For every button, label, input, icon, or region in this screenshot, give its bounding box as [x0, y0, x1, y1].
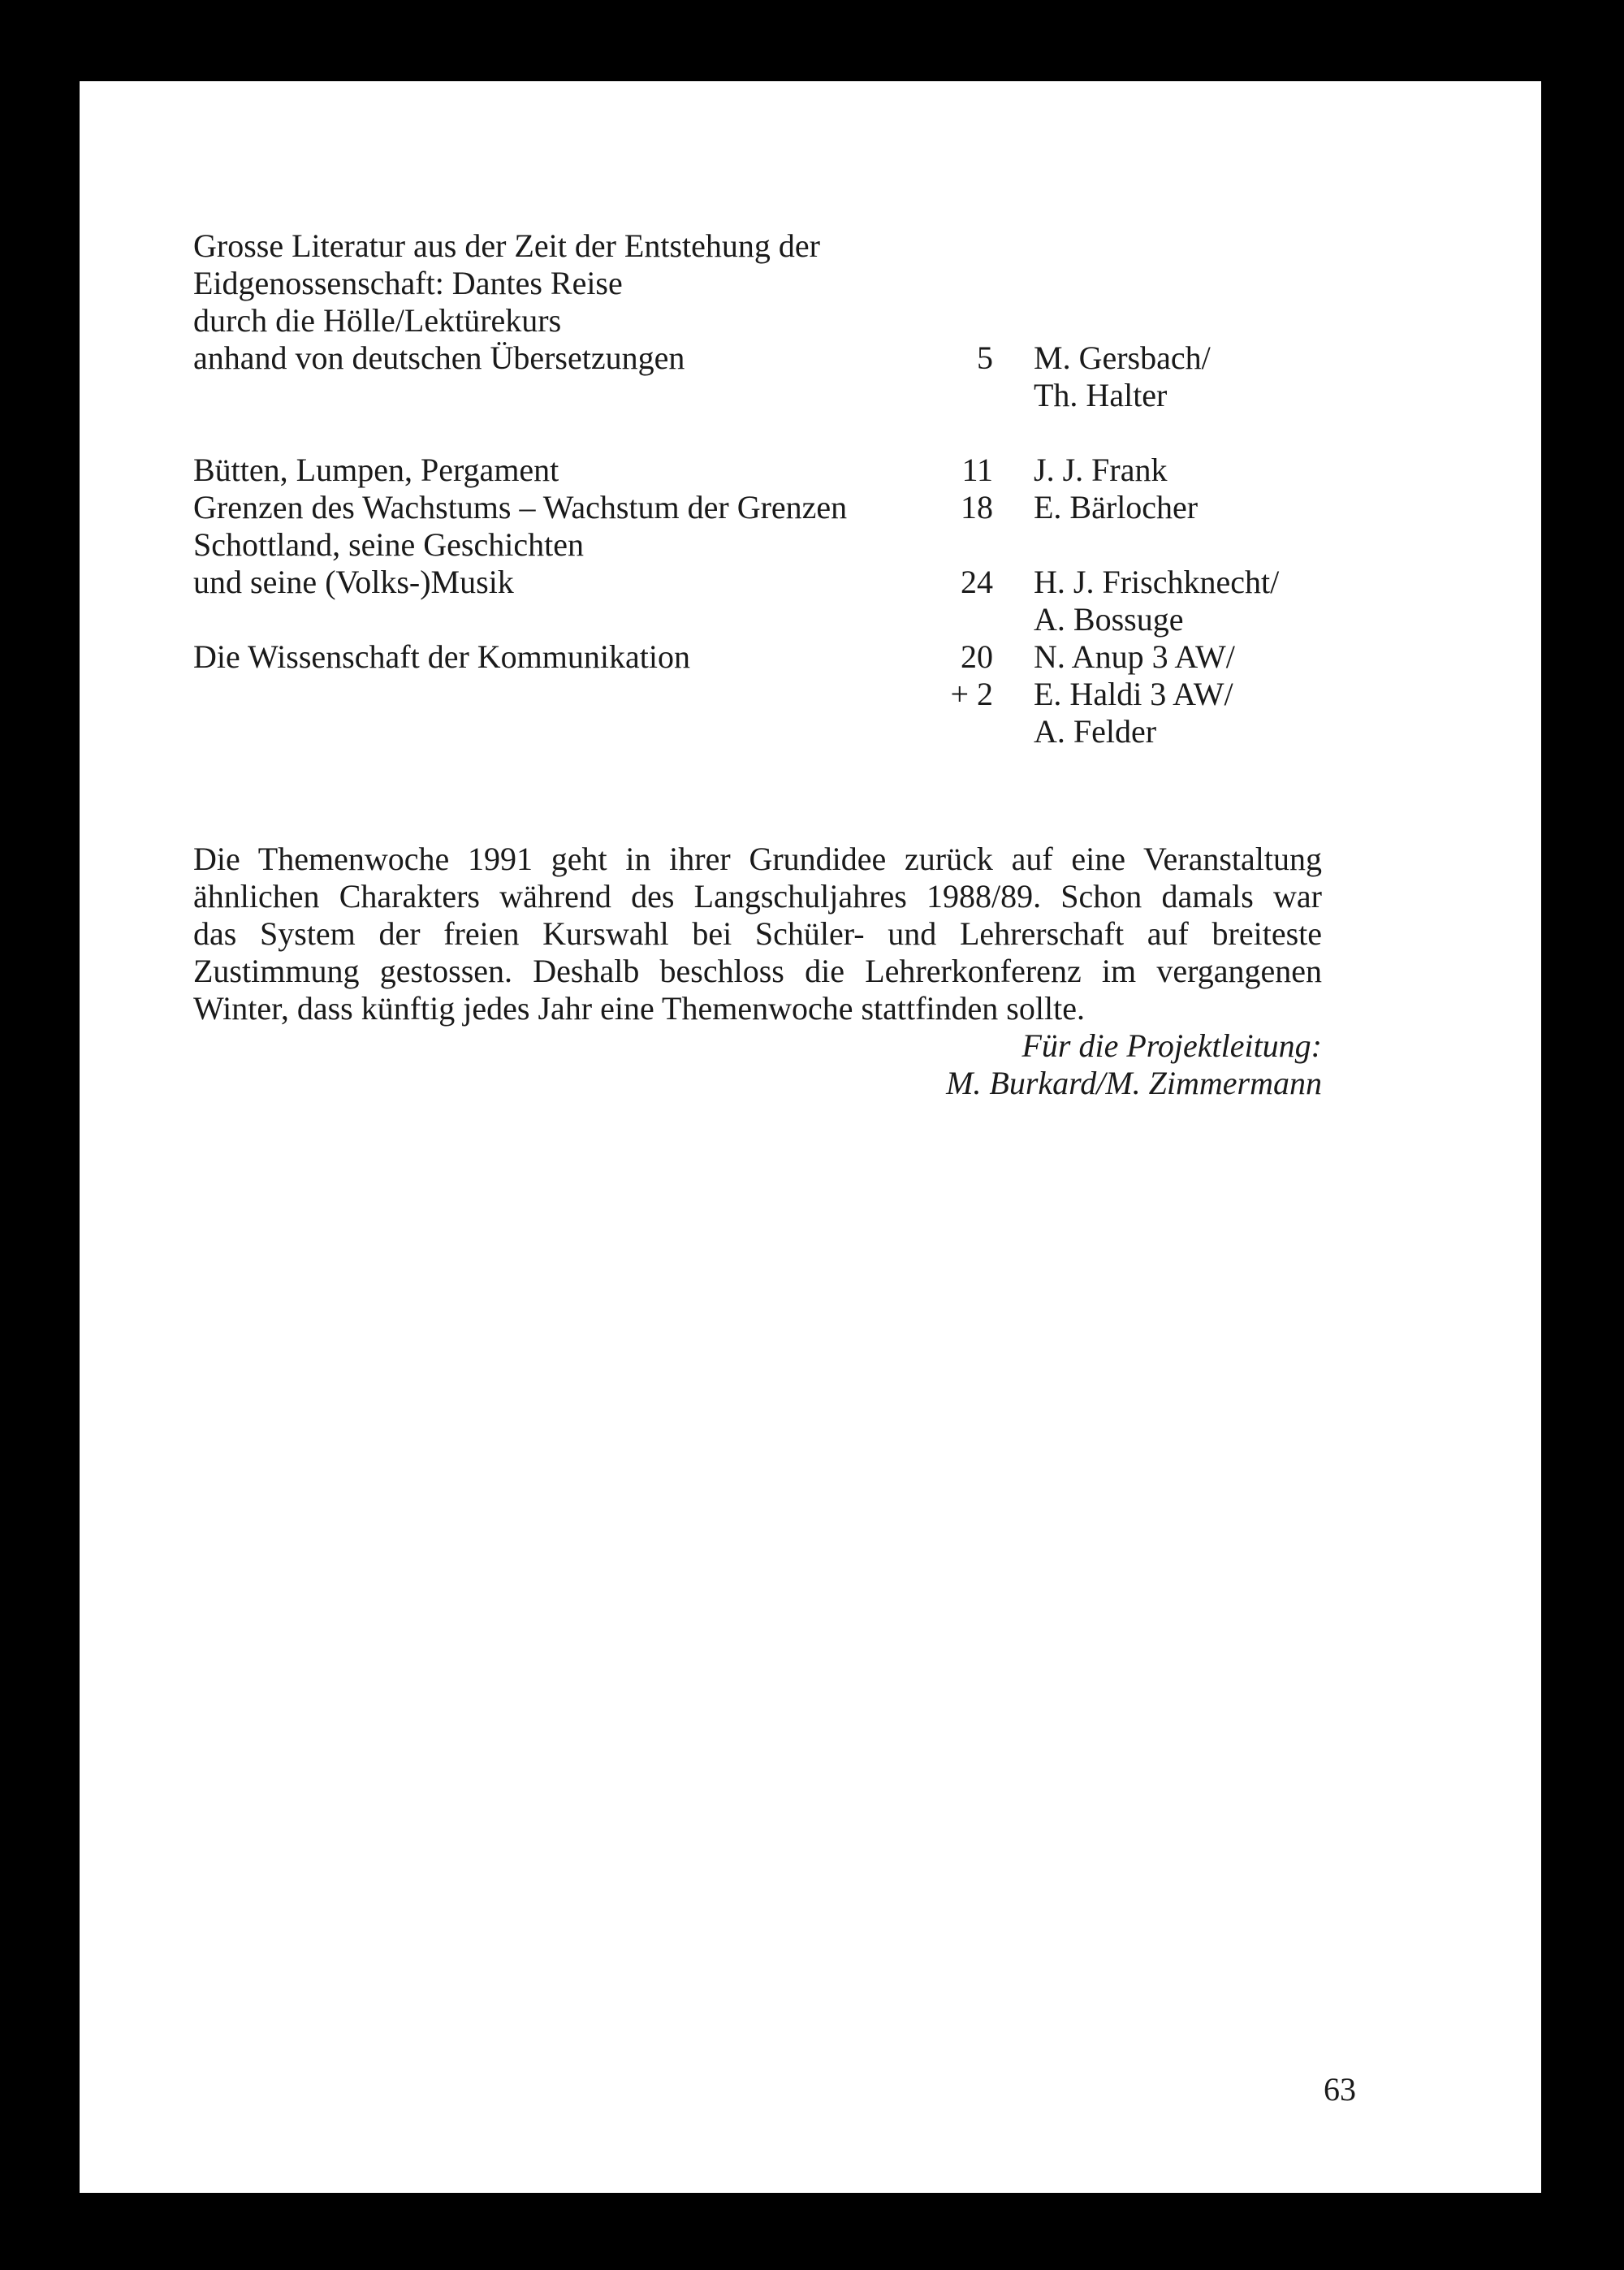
course-count [892, 452, 993, 489]
course-title-line: Schottland, seine Geschichten [193, 526, 584, 563]
course-list [193, 227, 1411, 750]
signature-line-1: Für die Projektleitung: [1021, 1027, 1322, 1064]
course-title-line: Bütten, Lumpen, Pergament [193, 452, 559, 488]
course-count-value: 5 [977, 339, 993, 376]
course-leader: N. Anup 3 AW/ [1034, 638, 1235, 675]
course-leader: M. Gersbach/ [1034, 339, 1211, 376]
course-row [193, 227, 1411, 414]
paragraph-line: das System der freien Kurswahl bei Schüler- und Lehrerschaft auf breiteste [193, 915, 1322, 952]
course-leaders [1034, 452, 1383, 489]
course-row [193, 638, 1411, 750]
course-leader: E. Bärlocher [1034, 489, 1199, 525]
paragraph-line: Die Themenwoche 1991 geht in ihrer Grundidee zurück auf eine Veranstaltung [193, 841, 1322, 877]
course-leader: J. J. Frank [1034, 452, 1168, 488]
course-title-line: anhand von deutschen Übersetzungen [193, 339, 685, 376]
course-leaders [1034, 638, 1383, 750]
paragraph-line: ähnlichen Charakters während des Langschuljahres 1988/89. Schon damals war [193, 878, 1322, 914]
course-count [892, 489, 993, 526]
page-number: 63 [1324, 2071, 1356, 2108]
course-leaders [1034, 227, 1383, 414]
course-leader: A. Bossuge [1034, 601, 1184, 638]
course-count-value: 18 [961, 489, 993, 525]
course-count-value: 20 [961, 638, 993, 675]
paragraph-line: Winter, dass künftig jedes Jahr eine Themenwoche stattfinden sollte. [193, 990, 1085, 1027]
document-page [80, 81, 1541, 2193]
course-title-line: Grosse Literatur aus der Zeit der Entstehung der [193, 227, 820, 264]
paragraph-line: Zustimmung gestossen. Deshalb beschloss die Lehrerkonferenz im vergangenen [193, 953, 1322, 989]
course-leaders [1034, 489, 1383, 526]
course-title [193, 638, 892, 676]
course-title-line: und seine (Volks-)Musik [193, 564, 514, 600]
course-count-extra: + 2 [950, 676, 993, 712]
course-count [892, 526, 993, 601]
course-title-line: durch die Hölle/Lektürekurs [193, 302, 562, 339]
course-row [193, 489, 1411, 526]
course-count-value: 24 [961, 564, 993, 600]
course-title [193, 526, 892, 601]
course-leaders [1034, 526, 1383, 638]
course-title-line: Grenzen des Wachstums – Wachstum der Grenzen [193, 489, 848, 525]
body-paragraph [193, 841, 1322, 1027]
signature-block [193, 1027, 1322, 1102]
course-count [892, 638, 993, 713]
course-leader: Th. Halter [1034, 377, 1168, 413]
course-title [193, 227, 892, 377]
course-leader: H. J. Frischknecht/ [1034, 564, 1280, 600]
course-title-line: Eidgenossenschaft: Dantes Reise [193, 265, 623, 301]
signature-line-2: M. Burkard/M. Zimmermann [946, 1065, 1322, 1101]
course-title [193, 452, 892, 489]
course-count [892, 227, 993, 377]
course-count-value: 11 [961, 452, 993, 488]
course-title [193, 489, 892, 526]
course-row [193, 526, 1411, 638]
course-title-line: Die Wissenschaft der Kommunikation [193, 638, 690, 675]
course-leader: A. Felder [1034, 713, 1157, 750]
course-leader: E. Haldi 3 AW/ [1034, 676, 1233, 712]
course-row [193, 452, 1411, 489]
